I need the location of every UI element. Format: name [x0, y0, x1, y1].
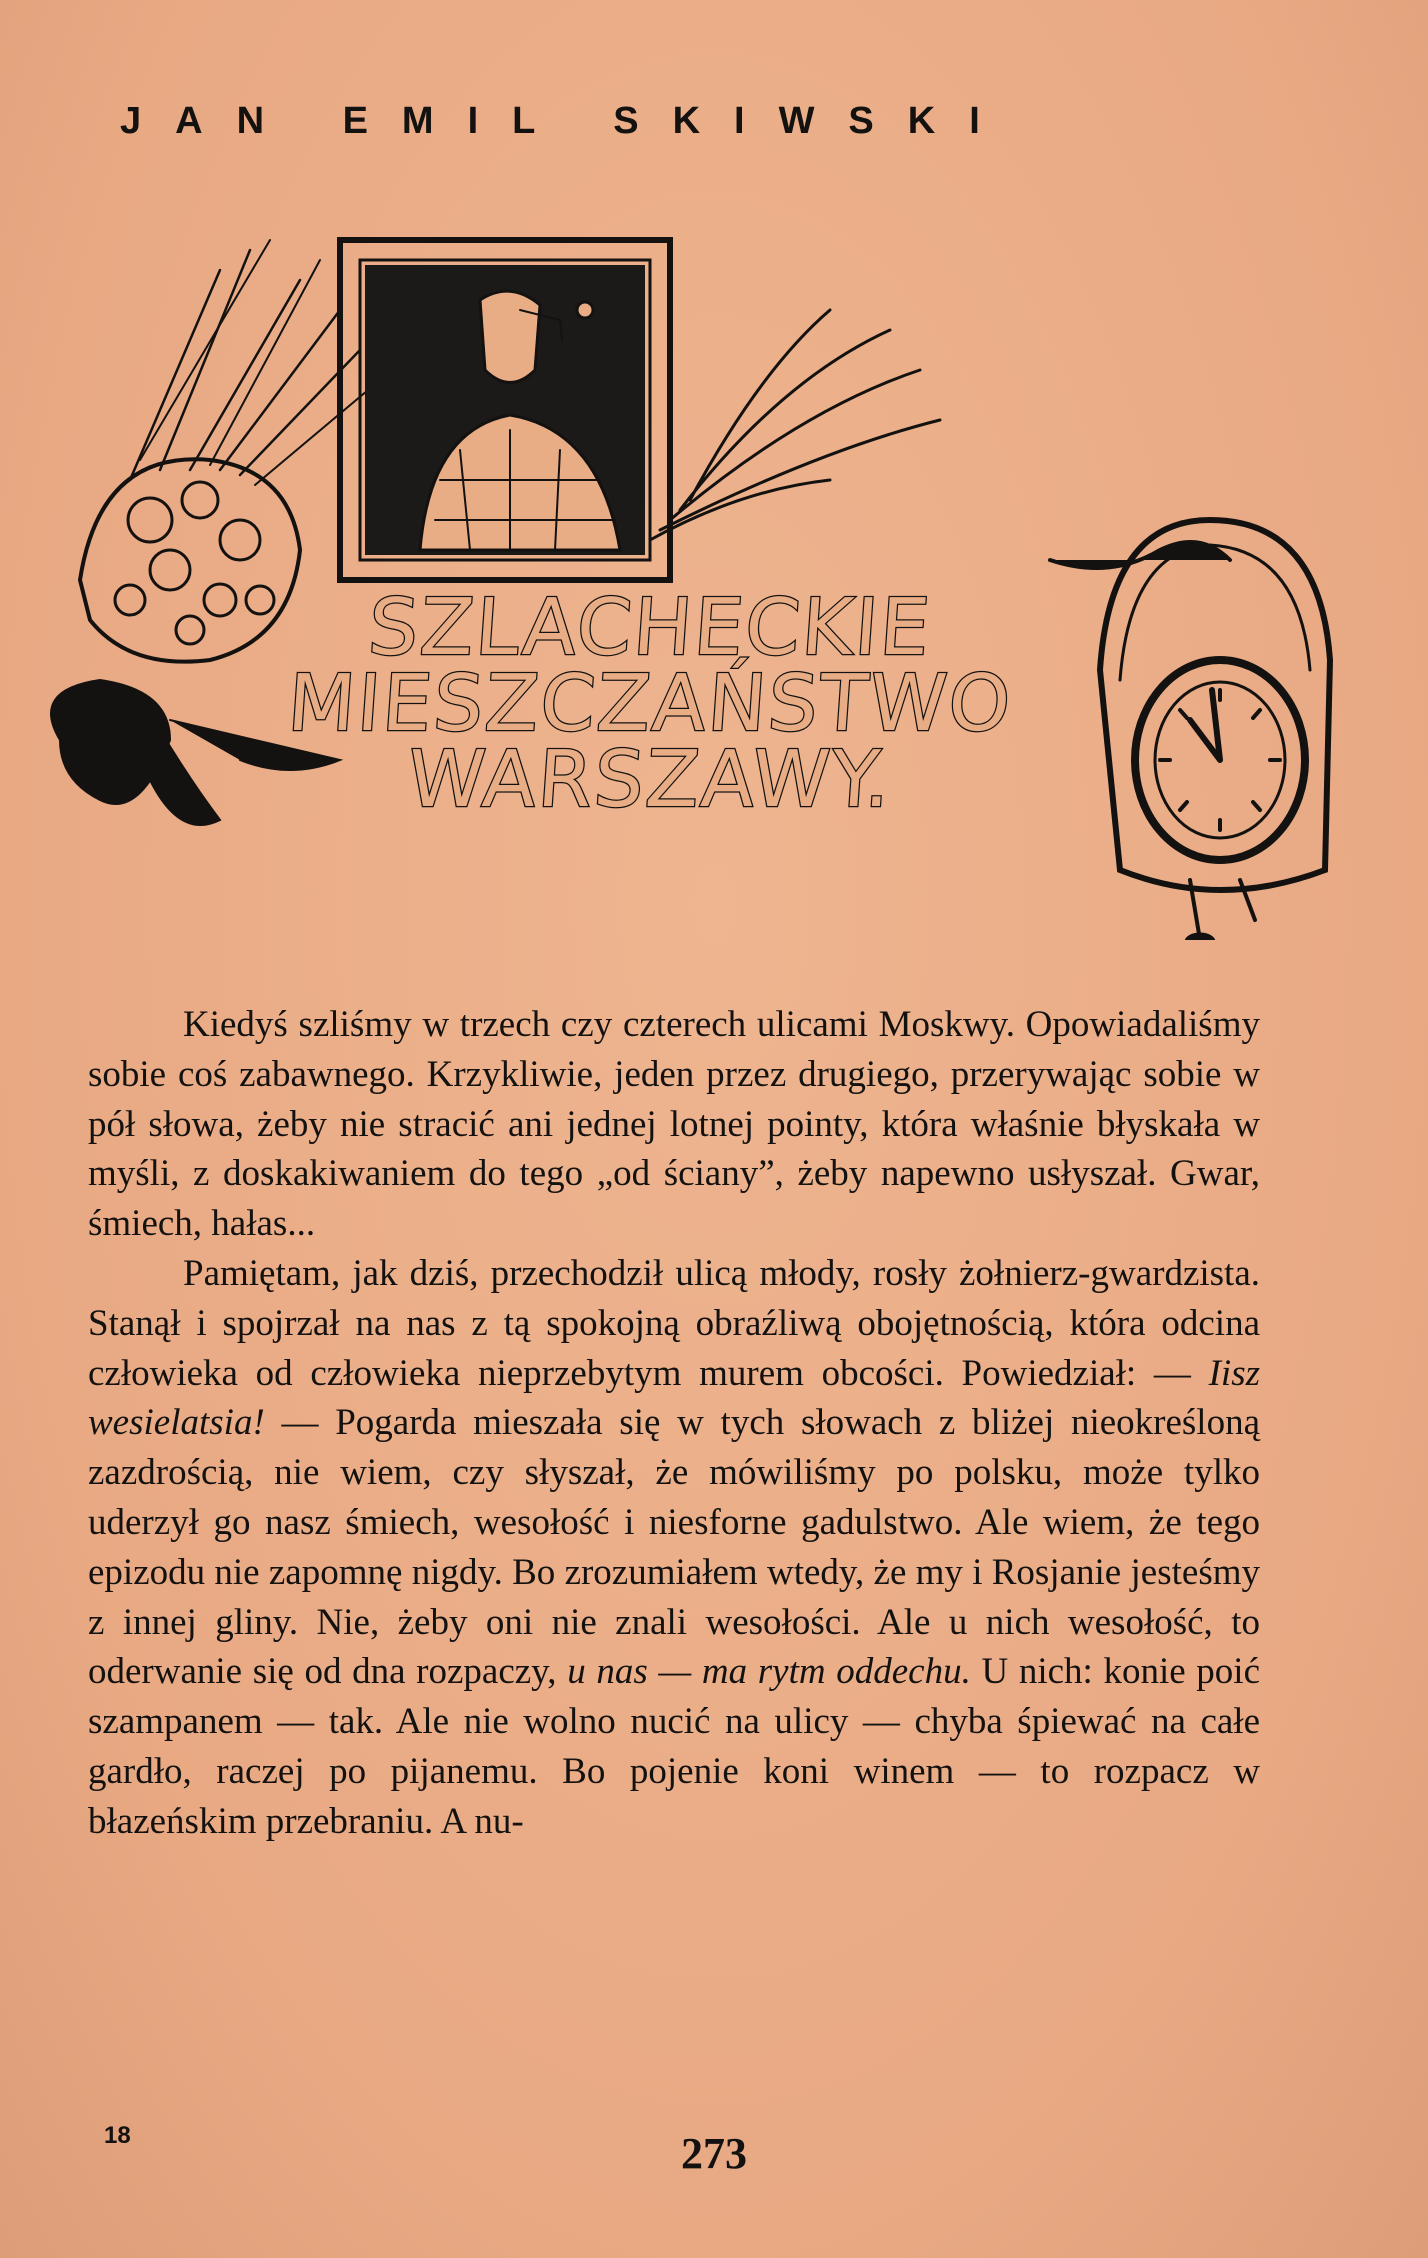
emphasized-text: u nas — ma rytm oddechu.	[567, 1651, 971, 1693]
chapter-title	[250, 583, 1050, 830]
chapter-title-line: WARSZAWY.	[404, 735, 896, 825]
quoted-russian-phrase: Iisz wesielatsia!	[88, 1352, 1260, 1444]
signature-mark: 18	[104, 2122, 131, 2149]
page-number: 273	[681, 2129, 747, 2178]
paragraph-text: — Pogarda mieszała się w tych słowach z bliżej nieokreśloną zazdrością, nie wiem, czy słyszał, że mówiliśmy po polsku, może tylko uderzył go nasz śmiech, wesołość i niesforne gadulstwo. Ale wiem, że tego epizodu nie zapomnę nigdy. Bo zrozumiałem wtedy, że my i Rosjanie jesteśmy z innej gliny. Nie, żeby oni nie znali wesołości. Ale u nich wesołość, to oderwanie się od dna rozpaczy,	[88, 1402, 1261, 1693]
author-header: JAN EMIL SKIWSKI	[120, 100, 1014, 142]
paragraph: Kiedyś szliśmy w trzech czy czterech ulicami Moskwy. Opowiadaliśmy sobie coś zabawnego. Krzykliwie, jeden przez drugiego, przerywając sobie w pół słowa, żeby nie stracić ani jednej lotnej pointy, która właśnie błyskała w myśli, z doskakiwaniem do tego „od ściany”, żeby napewno usłyszał. Gwar, śmiech, hałas...	[88, 1004, 1260, 1245]
paragraph-text: U nich: konie poić szampanem — tak. Ale nie wolno nucić na ulicy — chyba śpiewać na całe gardło, raczej po pijanemu. Bo pojenie koni winem — to rozpacz w błazeńskim przebraniu. A nu-	[88, 1651, 1260, 1842]
clock-drawing	[1050, 520, 1330, 940]
paragraph	[88, 1249, 1260, 1847]
paragraph-text: Pamiętam, jak dziś, przechodził ulicą młody, rosły żołnierz-gwardzista. Stanął i spojrzał na nas z tą spokojną obraźliwą obojętnością, która odcina człowieka od człowieka nieprzebytym murem obcości. Powiedział: —	[88, 1252, 1260, 1394]
chapter-title-line: SZLACHECKIE	[365, 583, 935, 673]
sweeping-strokes	[650, 310, 940, 540]
chapter-title-line: MIESZCZAŃSTWO	[284, 659, 1016, 749]
chapter-illustration	[40, 220, 1380, 940]
framed-portrait-drawing	[340, 240, 670, 580]
body-text	[88, 1000, 1260, 1847]
